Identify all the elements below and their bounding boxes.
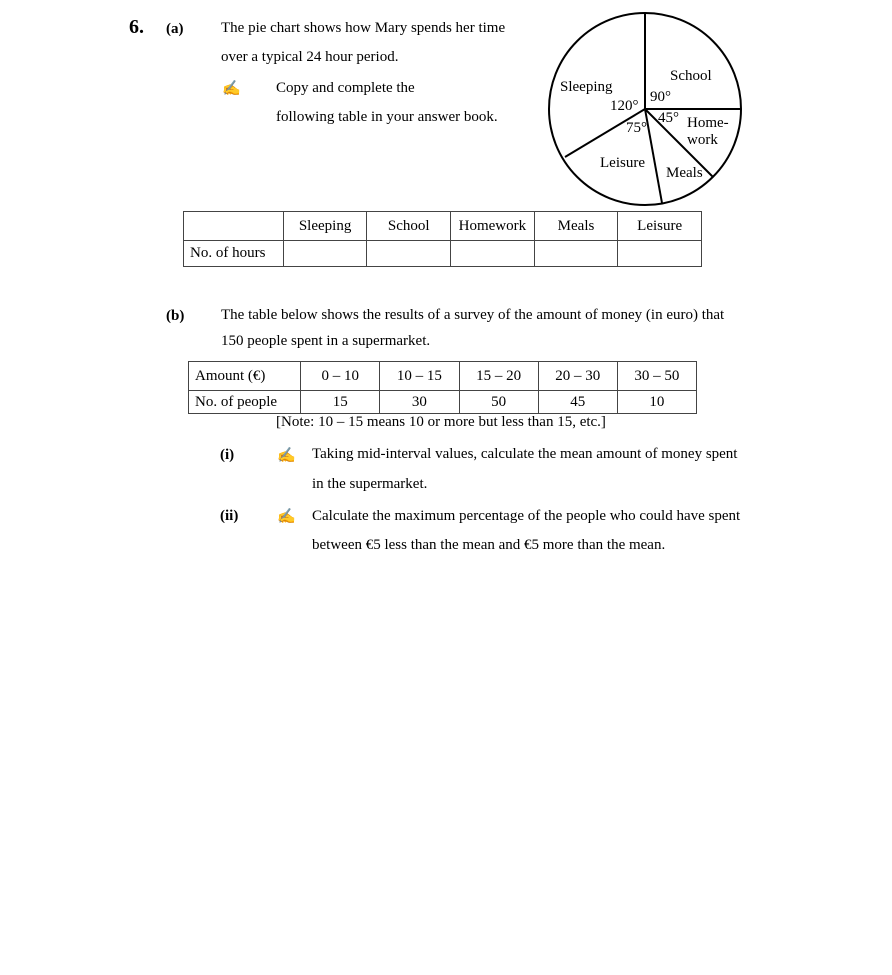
- pen-icon: ✍: [277, 448, 296, 464]
- hours-header-blank: [184, 212, 284, 241]
- money-amount-cell: 20 – 30: [538, 362, 617, 391]
- angle-75: 75°: [626, 120, 647, 136]
- hours-row-label: No. of hours: [184, 241, 284, 267]
- sub-i-text-line1: Taking mid-interval values, calculate the mean amount of money spent: [312, 446, 738, 462]
- part-b-label: (b): [166, 308, 185, 324]
- hours-cell-leisure: [618, 241, 702, 267]
- money-amount-cell: 15 – 20: [459, 362, 538, 391]
- money-people-cell: 30: [380, 391, 459, 414]
- pen-icon: ✍: [222, 81, 241, 97]
- hours-cell-school: [367, 241, 451, 267]
- label-sleeping: Sleeping: [560, 79, 613, 95]
- hours-header-school: School: [367, 212, 451, 241]
- question-number: 6.: [129, 16, 144, 38]
- label-school: School: [670, 68, 712, 84]
- money-amount-cell: 30 – 50: [617, 362, 696, 391]
- pen-icon: ✍: [277, 509, 296, 525]
- hours-cell-homework: [451, 241, 535, 267]
- label-homework-2: work: [687, 132, 718, 148]
- angle-45: 45°: [658, 110, 679, 126]
- hours-header-meals: Meals: [534, 212, 618, 241]
- money-amount-cell: 10 – 15: [380, 362, 459, 391]
- hours-table: [183, 211, 702, 267]
- part-a-text-line2: over a typical 24 hour period.: [221, 49, 399, 65]
- sub-ii-text-line2: between €5 less than the mean and €5 more than the mean.: [312, 537, 666, 553]
- money-row2-label: No. of people: [189, 391, 301, 414]
- label-leisure: Leisure: [600, 155, 645, 171]
- instruction-line2: following table in your answer book.: [276, 109, 498, 125]
- hours-header-homework: Homework: [451, 212, 535, 241]
- sub-ii-text-line1: Calculate the maximum percentage of the people who could have spent: [312, 508, 741, 524]
- money-amount-cell: 0 – 10: [301, 362, 380, 391]
- part-a-text-line1: The pie chart shows how Mary spends her time: [221, 20, 506, 36]
- money-table: [188, 361, 697, 414]
- part-b-text-line1: The table below shows the results of a survey of the amount of money (in euro) that: [221, 307, 725, 323]
- sub-i-text-line2: in the supermarket.: [312, 476, 428, 492]
- label-homework-1: Home-: [687, 115, 729, 131]
- instruction-line1: Copy and complete the: [276, 80, 415, 96]
- money-people-cell: 10: [617, 391, 696, 414]
- table-note: [Note: 10 – 15 means 10 or more but less than 15, etc.]: [276, 414, 606, 430]
- hours-cell-meals: [534, 241, 618, 267]
- hours-header-sleeping: Sleeping: [283, 212, 367, 241]
- sub-i-label: (i): [220, 447, 235, 463]
- pie-chart: [545, 9, 745, 209]
- money-row1-label: Amount (€): [189, 362, 301, 391]
- part-b-text-line2: 150 people spent in a supermarket.: [221, 333, 431, 349]
- angle-90: 90°: [650, 89, 671, 105]
- label-meals: Meals: [666, 165, 703, 181]
- part-a-label: (a): [166, 21, 184, 37]
- hours-cell-sleeping: [283, 241, 367, 267]
- sub-ii-label: (ii): [220, 508, 239, 524]
- money-people-cell: 45: [538, 391, 617, 414]
- hours-header-leisure: Leisure: [618, 212, 702, 241]
- money-people-cell: 50: [459, 391, 538, 414]
- money-people-cell: 15: [301, 391, 380, 414]
- angle-120: 120°: [610, 98, 639, 114]
